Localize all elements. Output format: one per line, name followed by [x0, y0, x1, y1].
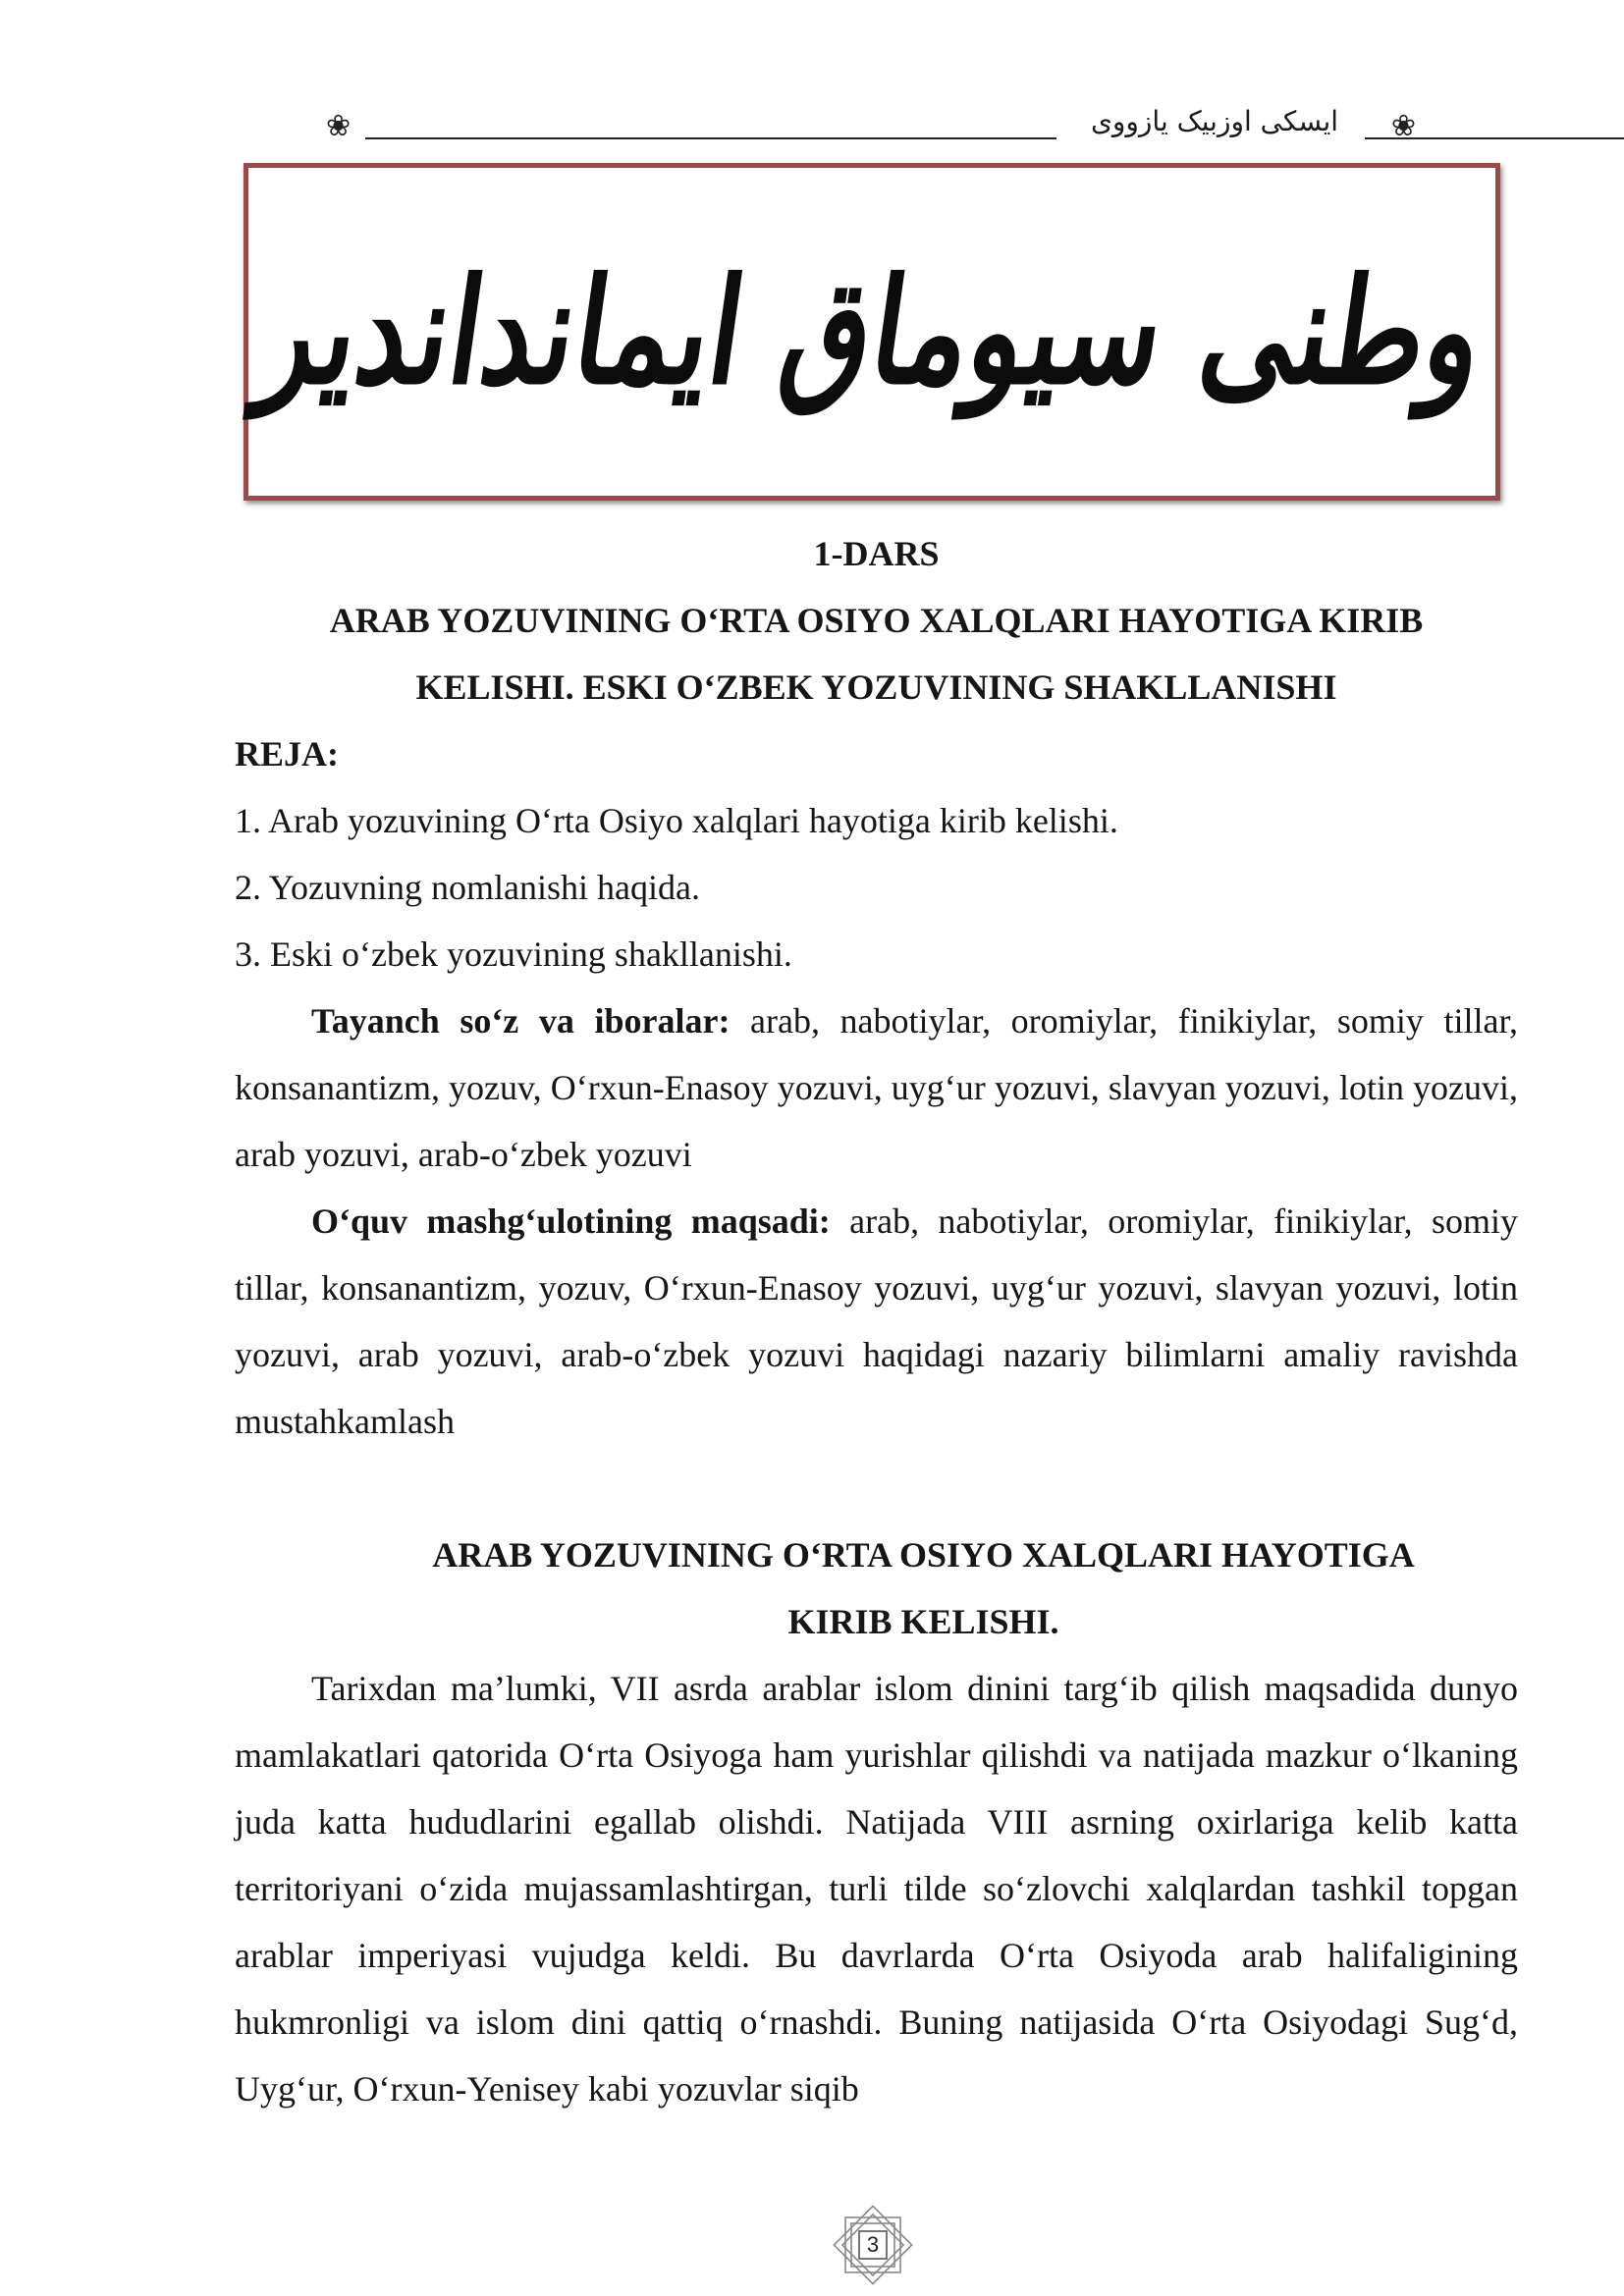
plan-item: 3. Eski o‘zbek yozuvining shakllanishi.: [235, 934, 792, 974]
lesson-number: 1-DARS: [813, 534, 940, 573]
page-number: 3: [866, 2232, 880, 2257]
main-content: [235, 520, 1518, 2122]
ornament-right-icon: ❀: [1390, 109, 1416, 143]
calligraphy-banner: [244, 163, 1500, 501]
section-title-line-1: ARAB YOZUVINING O‘RTA OSIYO XALQLARI HAYOTIGA: [432, 1535, 1415, 1575]
calligraphy-text: وطنی سیوماق ایمانداندیر: [249, 245, 1494, 417]
ornament-left-icon: ❀: [326, 109, 352, 143]
lesson-title-line-2: KELISHI. ESKI O‘ZBEK YOZUVINING SHAKLLANISHI: [415, 667, 1337, 707]
lesson-title-line-1: ARAB YOZUVINING O‘RTA OSIYO XALQLARI HAYOTIGA KIRIB: [329, 601, 1424, 640]
keywords-text: arab, nabotiylar, oromiylar, finikiylar, somiy tillar, konsanantizm, yozuv, O‘rxun-Enasoy yozuvi, uyg‘ur yozuvi, slavyan yozuvi, lotin yozuvi, arab yozuvi, arab-o‘zbek yozuvi: [235, 1001, 1518, 1174]
goal-label: O‘quv mashg‘ulotining maqsadi:: [311, 1201, 831, 1241]
running-header-title: ایسکی اوزبیک یازووی: [1090, 105, 1339, 137]
plan-heading: REJA:: [235, 734, 339, 774]
goal-text: arab, nabotiylar, oromiylar, finikiylar, somiy tillar, konsanantizm, yozuv, O‘rxun-Enasoy yozuvi, uyg‘ur yozuvi, slavyan yozuvi, lotin yozuvi, arab yozuvi, arab-o‘zbek yozuvi haqidagi nazariy bilimlarni amaliy ravishda mustahkamlash: [235, 1201, 1518, 1441]
plan-list: [235, 787, 1518, 988]
goal-paragraph: [235, 1188, 1518, 1455]
body-paragraph: Tarixdan ma’lumki, VII asrda arablar islom dinini targ‘ib qilish maqsadida dunyo mamlakatlari qatorida O‘rta Osiyoga ham yurishlar qilishdi va natijada mazkur o‘lkaning juda katta hududlarini egallab olishdi. Natijada VIII asrning oxirlariga kelib katta territoriyani o‘zida mujassamlashtirgan, turli tilde so‘zlovchi xalqlardan tashkil topgan arablar imperiyasi vujudga keldi. Bu davrlarda O‘rta Osiyoda arab halifaligining hukmronligi va islom dini qattiq o‘rnashdi. Buning natijasida O‘rta Osiyodagi Sug‘d, Uyg‘ur, O‘rxun-Yenisey kabi yozuvlar siqib: [235, 1669, 1518, 2109]
section-title-line-2: KIRIB KELISHI.: [787, 1602, 1059, 1641]
keywords-label: Tayanch so‘z va iboralar:: [311, 1001, 731, 1041]
plan-item: 2. Yozuvning nomlanishi haqida.: [235, 868, 700, 907]
page-number-badge: [832, 2204, 914, 2286]
keywords-paragraph: [235, 988, 1518, 1188]
section-spacer: [235, 1455, 1518, 1522]
plan-item: 1. Arab yozuvining O‘rta Osiyo xalqlari hayotiga kirib kelishi.: [235, 801, 1118, 840]
